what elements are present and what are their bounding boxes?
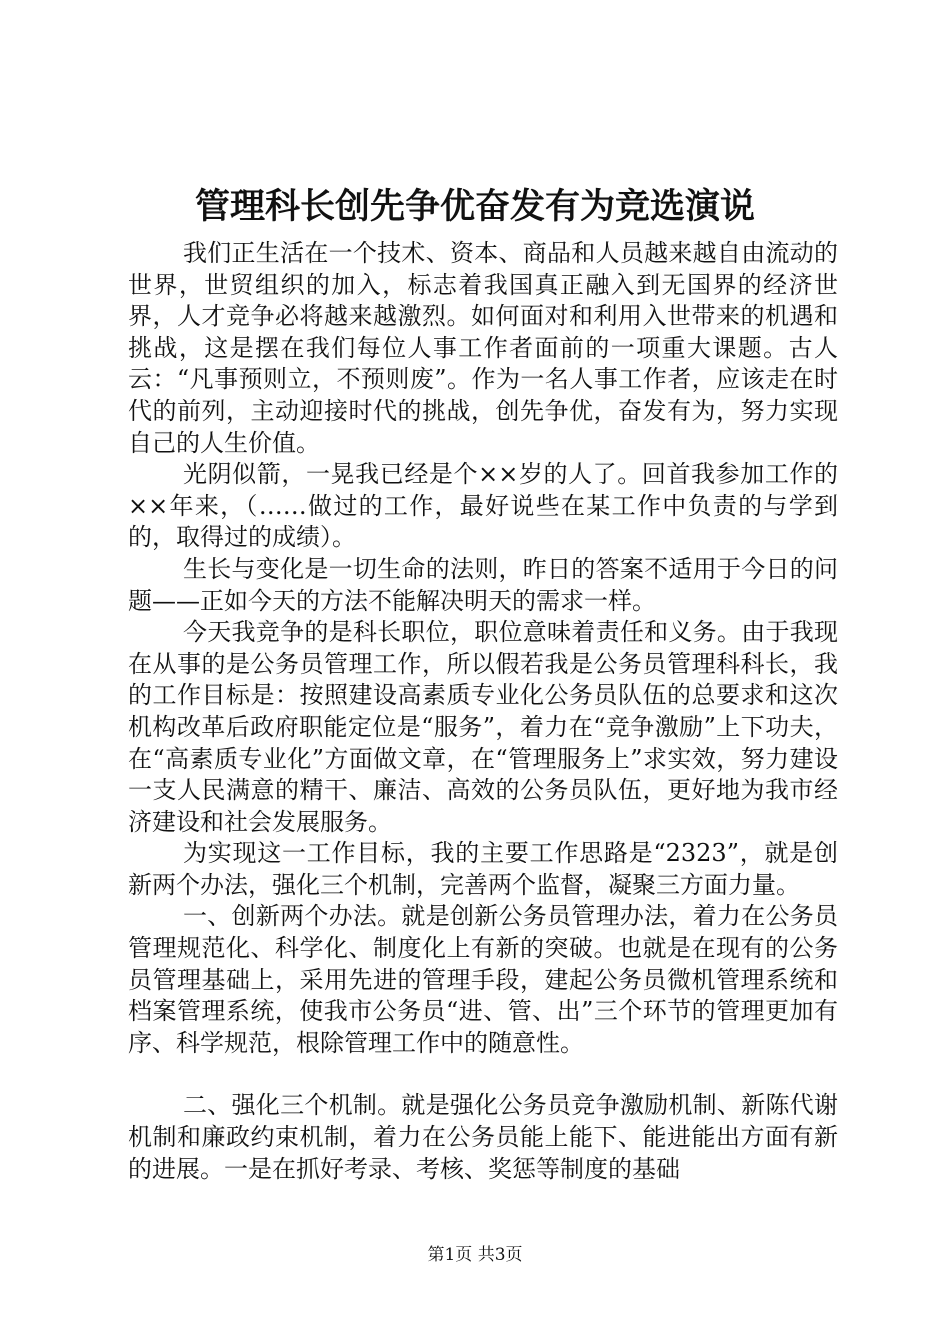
paragraph-goal: 今天我竞争的是科长职位，职位意味着责任和义务。由于我现在从事的是公务员管理工作，所以假若我是公务员管理科科长，我的工作目标是：按照建设高素质专业化公务员队伍的总要求和这次机构改革后政府职能定位是“服务”，着力在“竞争激励”上下功夫，在“高素质专业化”方面做文章，在“管理服务上”求实效，努力建设一支人民满意的精干、廉洁、高效的公务员队伍，更好地为我市经济建设和社会发展服务。 (128, 618, 838, 836)
document-title: 管理科长创先争优奋发有为竞选演说 (194, 186, 755, 227)
paragraph-change: 生长与变化是一切生命的法则，昨日的答案不适用于今日的问题——正如今天的方法不能解决明天的需求一样。 (128, 554, 838, 615)
document-body (128, 238, 838, 1185)
paragraph-item-two: 二、强化三个机制。就是强化公务员竞争激励机制、新陈代谢机制和廉政约束机制，着力在公务员能上能下、能进能出方面有新的进展。一是在抓好考录、考核、奖惩等制度的基础 (128, 1091, 838, 1183)
paragraph-experience: 光阴似箭，一晃我已经是个××岁的人了。回首我参加工作的××年来，（……做过的工作，最好说些在某工作中负责的与学到的，取得过的成绩）。 (128, 460, 838, 552)
page-number-footer: 第1页 共3页 (427, 1245, 523, 1265)
paragraph-item-one: 一、创新两个办法。就是创新公务员管理办法，着力在公务员管理规范化、科学化、制度化上有新的突破。也就是在现有的公务员管理基础上，采用先进的管理手段，建起公务员微机管理系统和档案管理系统，使我市公务员“进、管、出”三个环节的管理更加有序、科学规范，根除管理工作中的随意性。 (128, 902, 838, 1057)
paragraph-intro: 我们正生活在一个技术、资本、商品和人员越来越自由流动的世界，世贸组织的加入，标志着我国真正融入到无国界的经济世界，人才竞争必将越来越激烈。如何面对和利用入世带来的机遇和挑战，这是摆在我们每位人事工作者面前的一项重大课题。古人云：“凡事预则立，不预则废”。作为一名人事工作者，应该走在时代的前列，主动迎接时代的挑战，创先争优，奋发有为，努力实现自己的人生价值。 (128, 239, 838, 457)
paragraph-approach: 为实现这一工作目标，我的主要工作思路是“2323”，就是创新两个办法，强化三个机制，完善两个监督，凝聚三方面力量。 (128, 839, 838, 899)
